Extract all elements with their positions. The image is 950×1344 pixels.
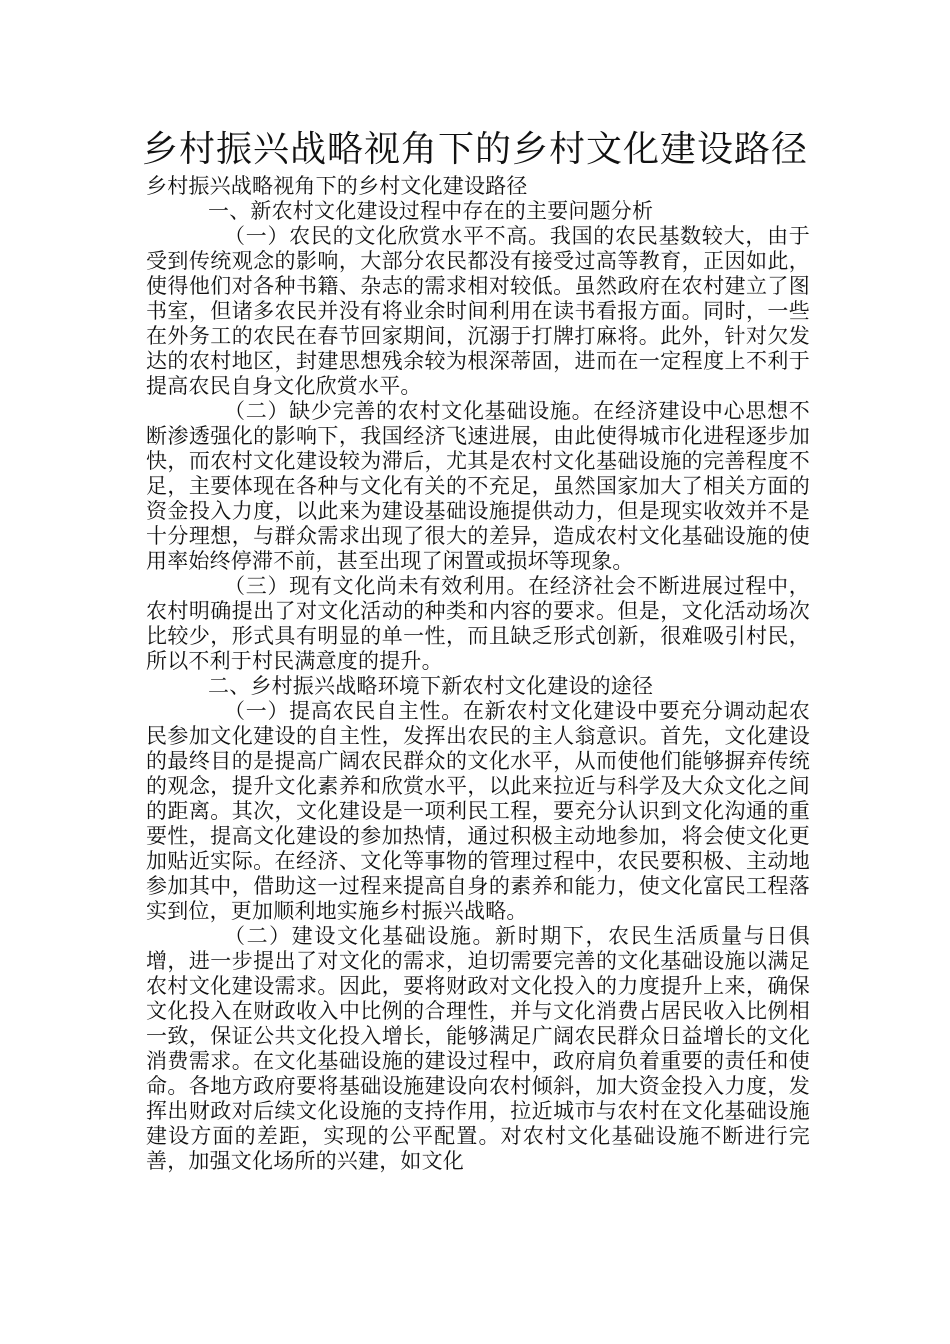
document-subtitle: 乡村振兴战略视角下的乡村文化建设路径 [146, 174, 528, 198]
paragraph-1-1: （一）农民的文化欣赏水平不高。我国的农民基数较大，由于受到传统观念的影响，大部分农民都没有接受过高等教育，正因如此，使得他们对各种书籍、杂志的需求相对较低。虽然政府在农村建立了图书室，但诸多农民并没有将业余时间利用在读书看报方面。同时，一些在外务工的农民在春节回家期间，沉溺于打牌打麻将。此外，针对欠发达的农村地区，封建思想残余较为根深蒂固，进而在一定程度上不利于提高农民自身文化欣赏水平。 [146, 224, 810, 398]
paragraph-1-2: （二）缺少完善的农村文化基础设施。在经济建设中心思想不断渗透强化的影响下，我国经济飞速进展，由此使得城市化进程逐步加快，而农村文化建设较为滞后，尤其是农村文化基础设施的完善程度不足，主要体现在各种与文化有关的不充足，虽然国家加大了相关方面的资金投入力度，以此来为建设基础设施提供动力，但是现实收效并不是十分理想，与群众需求出现了很大的差异，造成农村文化基础设施的使用率始终停滞不前，甚至出现了闲置或损坏等现象。 [146, 399, 810, 573]
document-title: 乡村振兴战略视角下的乡村文化建设路径 [141, 129, 808, 170]
section-heading-1: 一、新农村文化建设过程中存在的主要问题分析 [208, 199, 654, 223]
document-body [146, 174, 810, 1174]
paragraph-2-2: （二）建设文化基础设施。新时期下，农民生活质量与日俱增，进一步提出了对文化的需求，迫切需要完善的文化基础设施以满足农村文化建设需求。因此，要将财政对文化投入的力度提升上来，确保文化投入在财政收入中比例的合理性，并与文化消费占居民收入比例相一致，保证公共文化投入增长，能够满足广阔农民群众日益增长的文化消费需求。在文化基础设施的建设过程中，政府肩负着重要的责任和使命。各地方政府要将基础设施建设向农村倾斜，加大资金投入力度，发挥出财政对后续文化设施的支持作用，拉近城市与农村在文化基础设施建设方面的差距，实现的公平配置。对农村文化基础设施不断进行完善，加强文化场所的兴建，如文化 [146, 924, 810, 1173]
paragraph-2-1: （一）提高农民自主性。在新农村文化建设中要充分调动起农民参加文化建设的自主性，发挥出农民的主人翁意识。首先，文化建设的最终目的是提高广阔农民群众的文化水平，从而使他们能够摒弃传统的观念，提升文化素养和欣赏水平，以此来拉近与科学及大众文化之间的距离。其次，文化建设是一项利民工程，要充分认识到文化沟通的重要性，提高文化建设的参加热情，通过积极主动地参加，将会使文化更加贴近实际。在经济、文化等事物的管理过程中，农民要积极、主动地参加其中，借助这一过程来提高自身的素养和能力，使文化富民工程落实到位，更加顺利地实施乡村振兴战略。 [146, 699, 810, 923]
paragraph-1-3: （三）现有文化尚未有效利用。在经济社会不断进展过程中，农村明确提出了对文化活动的种类和内容的要求。但是，文化活动场次比较少，形式具有明显的单一性，而且缺乏形式创新，很难吸引村民，所以不利于村民满意度的提升。 [146, 574, 810, 673]
section-heading-2: 二、乡村振兴战略环境下新农村文化建设的途径 [208, 674, 654, 698]
